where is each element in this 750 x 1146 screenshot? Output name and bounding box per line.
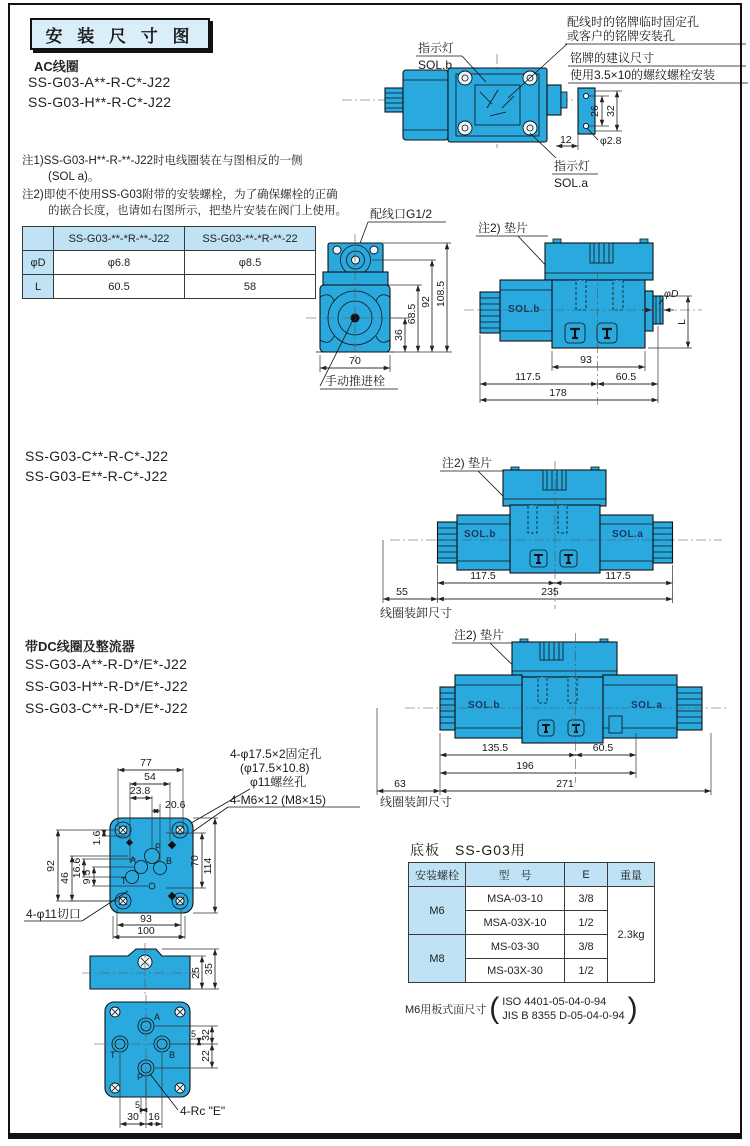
dim-60-5: 60.5 <box>592 742 614 754</box>
corner-bolt-hole <box>110 1007 120 1017</box>
dim-1-6: 1.6 <box>91 830 103 846</box>
dim-30: 30 <box>127 1111 139 1123</box>
bp-e-4: 1/2 <box>565 959 608 983</box>
dim-235: 235 <box>541 586 559 598</box>
bp-e-3: 3/8 <box>565 935 608 959</box>
indicator-b-label: 指示灯 <box>418 41 455 55</box>
dims-rowD-v2: φ8.5 <box>185 251 316 275</box>
nameplate-hole-note1: 配线时的铭牌临时固定孔 <box>567 15 700 29</box>
port-t-label: T <box>110 1050 116 1060</box>
dim-70: 70 <box>189 855 201 867</box>
dims-rowD-v1: φ6.8 <box>54 251 185 275</box>
shim-note: 注2) 垫片 <box>442 456 493 470</box>
dim-35: 35 <box>203 963 215 975</box>
title-box <box>30 18 210 50</box>
note2-line2: 的嵌合长度，也请如右图所示，把垫片安装在阀门上使用。 <box>48 205 347 217</box>
side-view-valve <box>464 239 702 405</box>
model-ac-1: SS-G03-A**-R-C*-J22 <box>28 74 171 90</box>
double-solenoid-drawing-1 <box>378 441 750 621</box>
model-dc-1: SS-G03-A**-R-D*/E*-J22 <box>25 656 188 672</box>
port-t-label: T <box>121 876 127 886</box>
dim-68-5: 68.5 <box>406 303 418 325</box>
sol-a-marking: SOL.a <box>631 700 663 711</box>
corner-bolt-hole <box>175 1083 185 1093</box>
dims-col2-header: SS-G03-**-*R-**-22 <box>185 227 316 251</box>
dim-63: 63 <box>394 778 406 790</box>
side-view-drawing <box>458 211 750 411</box>
dc-heading: 带DC线圈及整流器 <box>25 639 135 654</box>
conduit-port-label: 配线口G1/2 <box>370 207 433 221</box>
bp-m6: M6 <box>409 887 466 935</box>
corner-bolt-hole <box>175 1007 185 1017</box>
dims-rowD-label: φD <box>23 251 54 275</box>
bp-header-model: 型 号 <box>466 863 565 887</box>
dim-271: 271 <box>556 778 574 790</box>
dim-16-6: 16.6 <box>71 857 83 879</box>
close-paren: ) <box>627 992 638 1025</box>
bp-header-weight: 重量 <box>608 863 655 887</box>
dim-92: 92 <box>45 860 57 872</box>
sol-b-label: SOL.b <box>418 58 453 72</box>
m6-thread-label: 4-M6×12 (M8×15) <box>230 793 327 807</box>
bp-model-1: MSA-03-10 <box>466 887 565 911</box>
bottom-plate <box>94 995 204 1104</box>
shim-note: 注2) 垫片 <box>478 221 529 235</box>
dim-9-5: 9.5 <box>81 869 93 885</box>
port-p-label: P <box>137 1072 144 1082</box>
footnote-iso: ISO 4401-05-04-0-94 <box>502 996 607 1008</box>
sol-b-marking: SOL.b <box>508 304 540 315</box>
coil-removal-note: 线圈装卸尺寸 <box>380 795 453 809</box>
plate-bottom-view-drawing <box>82 998 342 1138</box>
dim-16: 16 <box>148 1111 160 1123</box>
dim-108-5: 108.5 <box>435 280 447 308</box>
shim-note: 注2) 垫片 <box>454 628 505 642</box>
bp-model-3: MS-03-30 <box>466 935 565 959</box>
fix-hole-label-2: (φ17.5×10.8) <box>240 761 310 775</box>
dim-117-5-left: 117.5 <box>470 570 496 582</box>
dim-60-5: 60.5 <box>615 371 637 383</box>
footnote-label: M6用板式面尺寸 <box>405 1004 487 1016</box>
page-title: 安 装 尺 寸 图 <box>45 26 195 46</box>
nameplate-hole-note2: 或客户的铭牌安装孔 <box>567 29 676 43</box>
note1-line2: (SOL a)。 <box>48 171 100 183</box>
dim-5-right: 5 <box>190 1029 196 1039</box>
mount-plate <box>110 818 193 913</box>
port-a-label: A <box>154 1012 161 1022</box>
manual-pin-label: 手动推进栓 <box>325 374 386 388</box>
bp-e-2: 1/2 <box>565 911 608 935</box>
port-p-label: P <box>155 842 162 852</box>
top-view-drawing <box>330 12 750 192</box>
note2-line1: 注2)即使不使用SS-G03附带的安装螺栓，为了确保螺栓的正确 <box>22 189 338 201</box>
dim-23-8: 23.8 <box>129 785 151 797</box>
model-ce-1: SS-G03-C**-R-C*-J22 <box>25 448 169 464</box>
open-paren: ( <box>489 992 500 1025</box>
bp-header-e: E <box>565 863 608 887</box>
dim-32: 32 <box>200 1029 212 1041</box>
cutout-label: 4-φ11切口 <box>26 907 81 921</box>
ac-coil-heading: AC线圈 <box>34 59 79 74</box>
dim-12: 12 <box>560 134 572 146</box>
dim-20-6: 20.6 <box>165 799 186 811</box>
dim-77: 77 <box>140 757 152 769</box>
dim-46: 46 <box>59 872 71 884</box>
double2-valve <box>405 633 727 783</box>
model-dc-3: SS-G03-C**-R-D*/E*-J22 <box>25 700 188 716</box>
dim-36: 36 <box>393 329 405 341</box>
dim-5-bottom: 5 <box>135 1100 141 1110</box>
sol-b-marking: SOL.b <box>468 700 500 711</box>
bp-weight: 2.3kg <box>608 887 655 983</box>
base-plate-footnote <box>405 994 638 1024</box>
dim-196: 196 <box>516 760 534 772</box>
model-ac-2: SS-G03-H**-R-C*-J22 <box>28 94 172 110</box>
bp-header-bolt: 安装螺栓 <box>409 863 466 887</box>
base-plate-title: 底板 SS-G03用 <box>410 842 526 858</box>
indicator-a-label: 指示灯 <box>554 159 591 173</box>
mounting-face-drawing <box>18 746 363 946</box>
rc-port-label: 4-Rc "E" <box>180 1104 226 1118</box>
double-solenoid-drawing-2 <box>375 623 750 809</box>
coil-removal-note: 线圈装卸尺寸 <box>380 606 453 620</box>
base-plate-table <box>408 862 655 983</box>
dim-54: 54 <box>144 771 156 783</box>
dim-117-5: 117.5 <box>515 371 541 383</box>
strip-body <box>82 943 200 995</box>
dim-25: 25 <box>190 967 202 979</box>
note1-line1: 注1)SS-G03-H**-R-**-J22时电线圈装在与图相反的一侧 <box>22 155 303 167</box>
coil-dimension-table <box>22 226 316 299</box>
dim-phi2-8: φ2.8 <box>600 135 622 147</box>
dim-93: 93 <box>140 913 152 925</box>
model-dc-2: SS-G03-H**-R-D*/E*-J22 <box>25 678 188 694</box>
dim-93: 93 <box>580 354 592 366</box>
port-b-label: B <box>169 1050 176 1060</box>
fix-hole-label-1: 4-φ17.5×2固定孔 <box>230 747 322 761</box>
dim-135-5: 135.5 <box>481 742 509 754</box>
plate-side-view-drawing <box>82 946 342 998</box>
dims-rowL-v2: 58 <box>185 275 316 299</box>
corner-bolt-hole <box>110 1083 120 1093</box>
bp-e-1: 3/8 <box>565 887 608 911</box>
bp-model-2: MSA-03X-10 <box>466 911 565 935</box>
bp-m8: M8 <box>409 935 466 983</box>
dim-117-5-right: 117.5 <box>605 570 631 582</box>
dim-55: 55 <box>396 586 408 598</box>
dim-100: 100 <box>137 925 155 937</box>
dim-70: 70 <box>349 355 361 367</box>
dim-92: 92 <box>420 296 432 308</box>
front-view-valve <box>306 234 402 362</box>
nameplate-size-note: 铭牌的建议尺寸 <box>570 51 655 65</box>
sol-a-label: SOL.a <box>554 176 589 190</box>
dim-22: 22 <box>200 1050 212 1062</box>
dim-178: 178 <box>549 387 567 399</box>
footnote-jis: JIS B 8355 D-05-04-0-94 <box>502 1010 625 1022</box>
nameplate-bolt-note: 使用3.5×10的螺纹螺栓安装 <box>570 68 716 82</box>
screw-hole-label: φ11螺丝孔 <box>250 775 307 789</box>
dim-26: 26 <box>589 105 601 117</box>
port-a-label: A <box>130 855 137 865</box>
dim-114: 114 <box>202 857 214 875</box>
bp-model-4: MS-03X-30 <box>466 959 565 983</box>
dims-col1-header: SS-G03-**-*R-**-J22 <box>54 227 185 251</box>
front-view-drawing <box>292 200 472 412</box>
dims-rowL-v1: 60.5 <box>54 275 185 299</box>
dim-32: 32 <box>605 105 617 117</box>
dim-L: L <box>676 319 688 325</box>
dim-phiD: φD <box>664 288 679 300</box>
dims-rowL-label: L <box>23 275 54 299</box>
sol-b-marking: SOL.b <box>464 529 496 540</box>
model-ce-2: SS-G03-E**-R-C*-J22 <box>25 468 168 484</box>
sol-a-marking: SOL.a <box>612 529 644 540</box>
port-b-label: B <box>166 856 173 866</box>
